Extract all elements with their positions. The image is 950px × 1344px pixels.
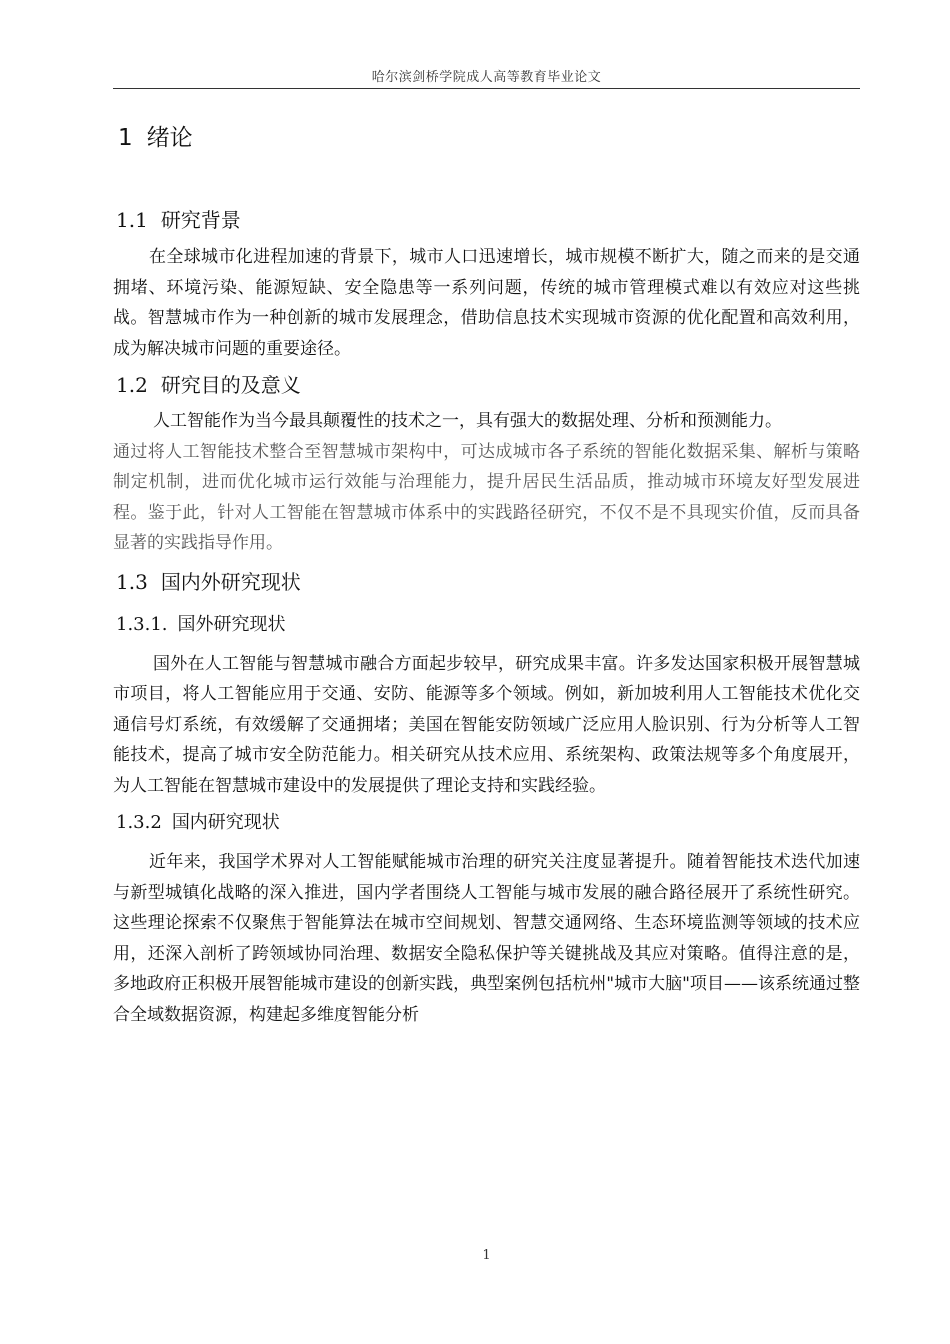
paragraph-purpose-1: 人工智能作为当今最具颠覆性的技术之一，具有强大的数据处理、分析和预测能力。 bbox=[153, 411, 782, 431]
chapter-heading bbox=[118, 115, 860, 161]
section-number: 1.3 bbox=[116, 569, 148, 594]
subsection-title: 国内研究现状 bbox=[171, 812, 280, 833]
subsection-heading-domestic bbox=[116, 805, 860, 841]
section-heading-status bbox=[116, 563, 860, 601]
page-number: 1 bbox=[482, 1248, 491, 1263]
section-number: 1.2 bbox=[116, 373, 148, 397]
subsection-number: 1.3.2 bbox=[116, 812, 162, 833]
paragraph-domestic: 近年来，我国学术界对人工智能赋能城市治理的研究关注度显著提升。随着智能技术迭代加速与新型城镇化战略的深入推进，国内学者围绕人工智能与城市发展的融合路径展开了系统性研究。这些理论探索不仅聚焦于智能算法在城市空间规划、智慧交通网络、生态环境监测等领域的技术应用，还深入剖析了跨领域协同治理、数据安全隐私保护等关键挑战及其应对策略。值得注意的是，多地政府正积极开展智能城市建设的创新实践，典型案例包括杭州"城市大脑"项目——该系统通过整合全域数据资源，构建起多维度智能分析 bbox=[113, 852, 860, 1025]
subsection-title: 国外研究现状 bbox=[177, 613, 286, 635]
page-body bbox=[113, 115, 860, 1030]
spacer bbox=[113, 161, 860, 201]
chapter-title: 绪论 bbox=[146, 125, 193, 151]
subsection-heading-foreign bbox=[116, 607, 860, 643]
section-title: 研究目的及意义 bbox=[160, 373, 301, 397]
section-number: 1.1 bbox=[116, 208, 148, 232]
section-heading-background bbox=[116, 201, 860, 239]
running-header: 哈尔滨剑桥学院成人高等教育毕业论文 bbox=[371, 70, 602, 85]
chapter-number: 1 bbox=[118, 125, 133, 151]
paragraph-background: 在全球城市化进程加速的背景下，城市人口迅速增长，城市规模不断扩大，随之而来的是交通拥堵、环境污染、能源短缺、安全隐患等一系列问题，传统的城市管理模式难以有效应对这些挑战。智慧城市作为一种创新的城市发展理念，借助信息技术实现城市资源的优化配置和高效利用，成为解决城市问题的重要途径。 bbox=[113, 247, 860, 359]
header-divider bbox=[113, 88, 860, 89]
paragraph-foreign: 国外在人工智能与智慧城市融合方面起步较早，研究成果丰富。许多发达国家积极开展智慧城市项目，将人工智能应用于交通、安防、能源等多个领域。例如，新加坡利用人工智能技术优化交通信号灯系统，有效缓解了交通拥堵；美国在智能安防领域广泛应用人脸识别、行为分析等人工智能技术，提高了城市安全防范能力。相关研究从技术应用、系统架构、政策法规等多个角度展开，为人工智能在智慧城市建设中的发展提供了理论支持和实践经验。 bbox=[113, 653, 860, 796]
subsection-number: 1.3.1. bbox=[116, 613, 168, 635]
section-title: 国内外研究现状 bbox=[160, 569, 301, 594]
paragraph-purpose-2: 通过将人工智能技术整合至智慧城市架构中，可达成城市各子系统的智能化数据采集、解析与策略制定机制，进而优化城市运行效能与治理能力，提升居民生活品质，推动城市环境友好型发展进程。鉴于此，针对人工智能在智慧城市体系中的实践路径研究，不仅不是不具现实价值，反而具备显著的实践指导作用。 bbox=[113, 441, 860, 553]
section-heading-purpose bbox=[116, 366, 860, 404]
section-title: 研究背景 bbox=[160, 208, 241, 232]
